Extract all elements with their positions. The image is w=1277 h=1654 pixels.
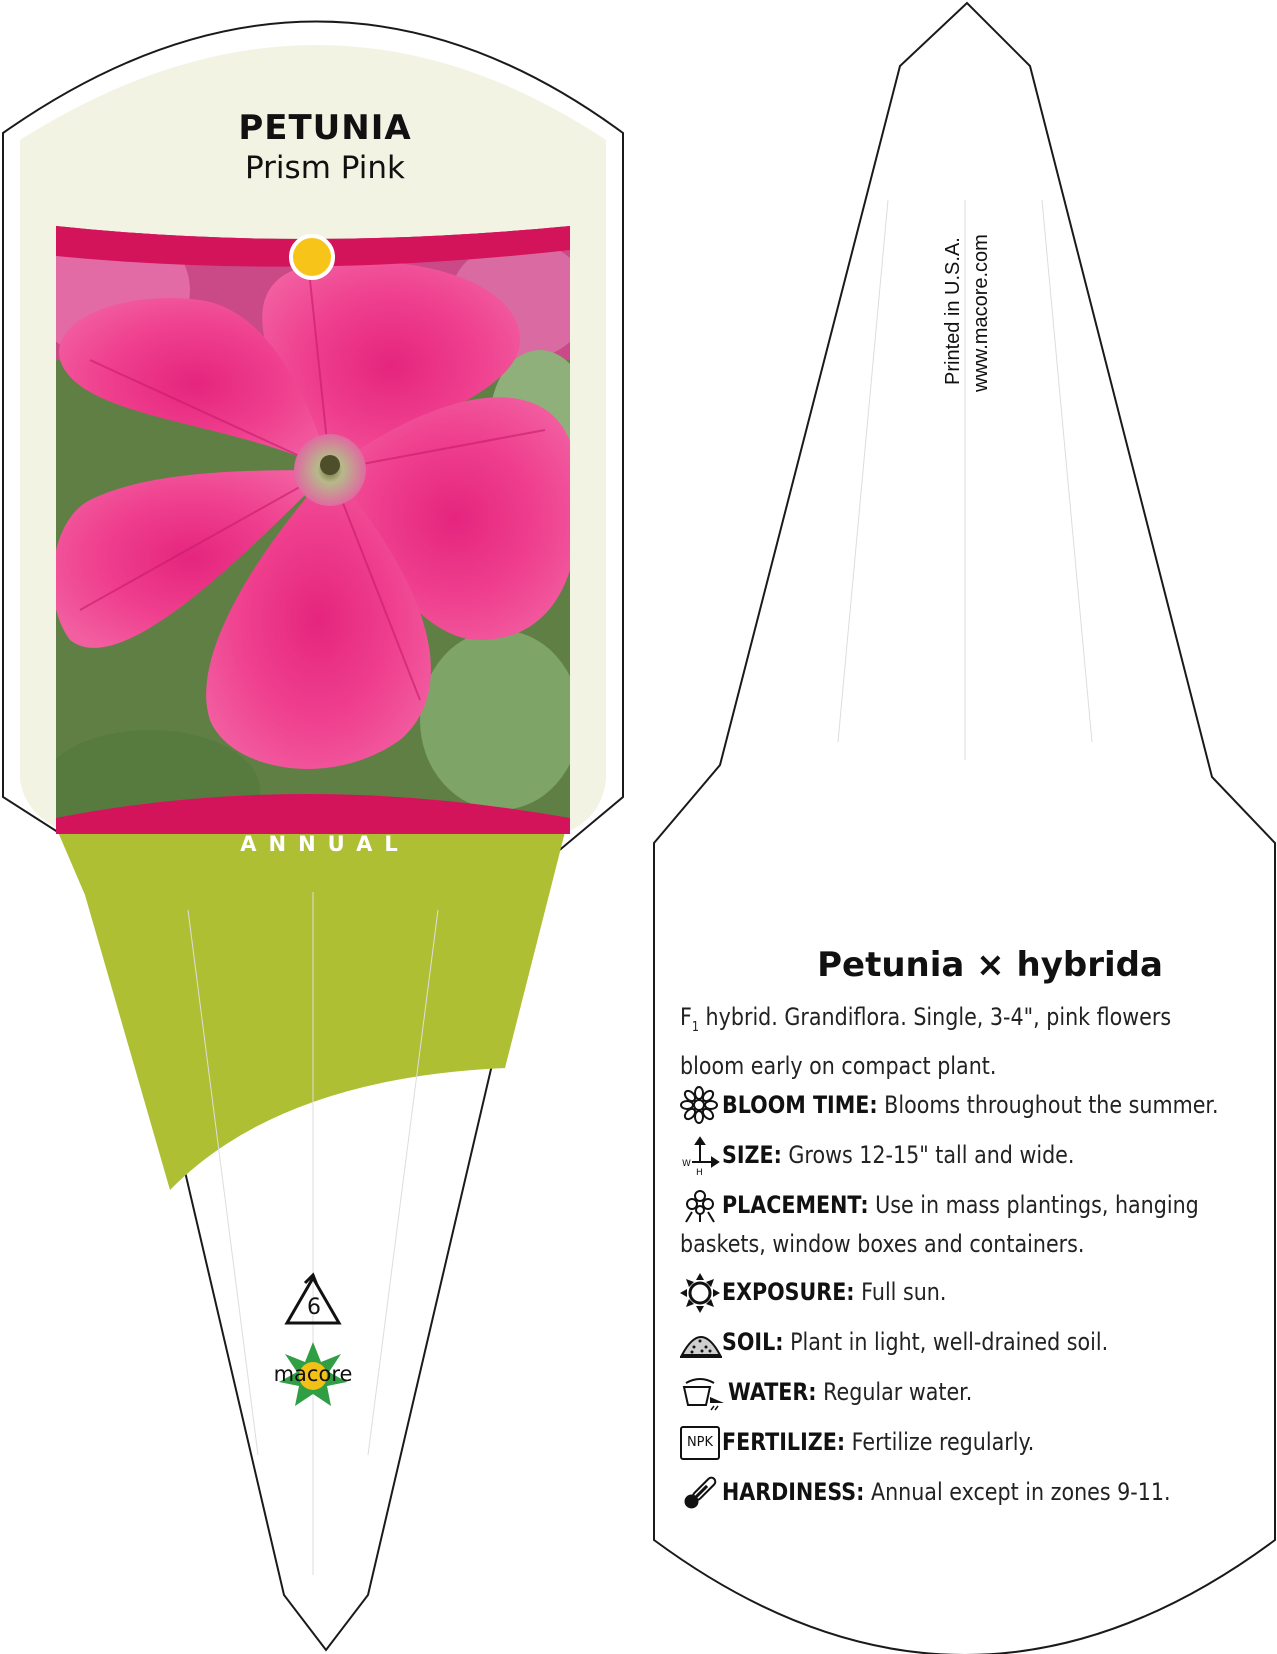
recycle-number: 6 xyxy=(307,1295,321,1320)
attr-text: FERTILIZE: Fertilize regularly. xyxy=(722,1428,1035,1456)
attr-text: SOIL: Plant in light, well-drained soil. xyxy=(722,1328,1109,1356)
sun-icon xyxy=(680,1273,722,1311)
attr-text: EXPOSURE: Full sun. xyxy=(722,1278,947,1306)
scientific-name: Petunia × hybrida xyxy=(817,945,1163,985)
attr-bloom-time xyxy=(680,1086,1277,1124)
attr-text: SIZE: Grows 12-15" tall and wide. xyxy=(722,1141,1075,1169)
attr-text: WATER: Regular water. xyxy=(728,1378,973,1406)
flower-icon xyxy=(680,1086,722,1124)
attr-hardiness xyxy=(680,1473,1244,1511)
attr-size xyxy=(680,1136,1132,1174)
svg-text:H: H xyxy=(696,1168,703,1176)
attr-water xyxy=(680,1373,1012,1411)
plant-variety: Prism Pink xyxy=(245,150,405,186)
desc-text: hybrid. Grandiflora. Single, 3-4", pink flowers bloom early on compact plant. xyxy=(680,1003,1172,1080)
category-label: ANNUAL xyxy=(240,832,410,856)
color-dot xyxy=(291,236,333,278)
svg-text:W: W xyxy=(682,1159,691,1169)
npk-label: NPK xyxy=(680,1426,720,1460)
website-label: www.macore.com xyxy=(970,234,992,392)
thermometer-icon xyxy=(680,1473,722,1511)
desc-prefix: F xyxy=(680,1003,692,1031)
attr-fertilize xyxy=(680,1423,1085,1461)
attr-text: BLOOM TIME: Blooms throughout the summer. xyxy=(722,1091,1219,1119)
npk-icon xyxy=(680,1423,722,1461)
attr-placement xyxy=(680,1186,1276,1224)
size-icon xyxy=(680,1136,722,1174)
brand-name: macore xyxy=(273,1362,353,1386)
plant-title: PETUNIA xyxy=(238,108,412,148)
attr-text: HARDINESS: Annual except in zones 9-11. xyxy=(722,1478,1171,1506)
printed-in-label: Printed in U.S.A. xyxy=(942,237,964,385)
soil-icon xyxy=(680,1323,722,1361)
placement-continued: baskets, window boxes and containers. xyxy=(680,1230,1085,1258)
watering-can-icon xyxy=(680,1373,728,1411)
attr-exposure xyxy=(680,1273,983,1311)
flower-photo xyxy=(30,220,590,850)
desc-sub: 1 xyxy=(691,1019,700,1035)
placement-icon xyxy=(680,1186,722,1224)
attr-text: PLACEMENT: Use in mass plantings, hanging xyxy=(722,1191,1199,1219)
attr-soil xyxy=(680,1323,1171,1361)
description xyxy=(680,998,1230,1085)
